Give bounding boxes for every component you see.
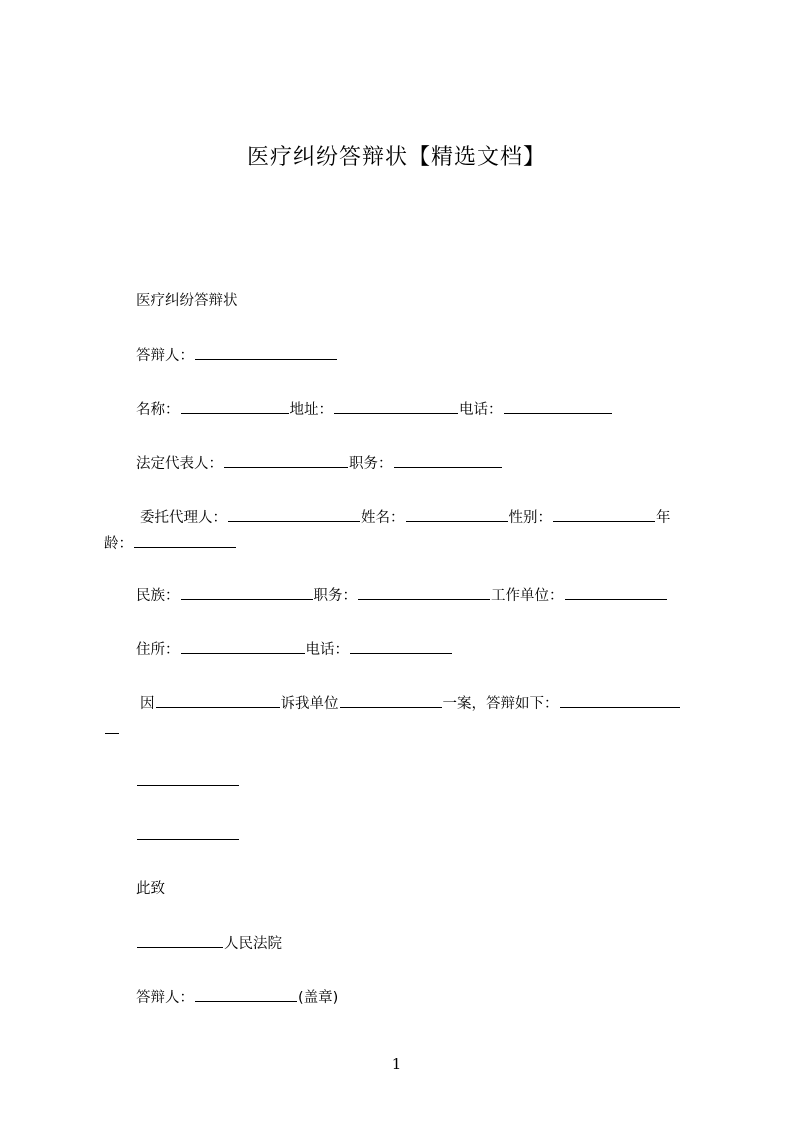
cause-blank-3-cont[interactable] <box>105 719 119 734</box>
respondent-label: 答辩人： <box>136 348 194 364</box>
address-label: 地址： <box>289 402 333 418</box>
gender-blank[interactable] <box>553 507 655 522</box>
ethnicity-line <box>136 585 668 605</box>
residence-blank[interactable] <box>181 639 305 654</box>
position-label-2: 职务： <box>313 588 357 604</box>
age-blank[interactable] <box>134 533 236 548</box>
cause-suffix: 一案，答辩如下： <box>442 696 559 712</box>
residence-label: 住所： <box>136 642 180 658</box>
cause-line <box>140 693 681 713</box>
heading: 医疗纠纷答辩状 <box>136 293 238 309</box>
signature-blank[interactable] <box>195 987 297 1002</box>
cause-blank-2[interactable] <box>340 693 442 708</box>
address-blank[interactable] <box>334 399 458 414</box>
document-title: 医疗纠纷答辩状【精选文档】 <box>246 145 546 170</box>
answer-line-1 <box>136 771 240 791</box>
position-blank[interactable] <box>394 453 502 468</box>
page-number: 1 <box>391 1055 402 1073</box>
cause-blank-3[interactable] <box>560 693 680 708</box>
full-name-blank[interactable] <box>406 507 508 522</box>
position-blank-2[interactable] <box>358 585 490 600</box>
age-label-part1: 年 <box>656 510 671 526</box>
cause-blank-1[interactable] <box>156 693 280 708</box>
answer-blank-2[interactable] <box>137 825 239 840</box>
answer-blank-1[interactable] <box>137 771 239 786</box>
agent-label: 委托代理人： <box>140 510 227 526</box>
closing: 此致 <box>136 881 165 897</box>
cause-prefix: 因 <box>140 696 155 712</box>
work-unit-label: 工作单位： <box>491 588 564 604</box>
gender-label: 性别： <box>508 510 552 526</box>
respondent-line <box>136 345 338 365</box>
work-unit-blank[interactable] <box>565 585 667 600</box>
legal-rep-blank[interactable] <box>224 453 348 468</box>
name-blank[interactable] <box>181 399 289 414</box>
legal-rep-line <box>136 453 503 473</box>
agent-blank[interactable] <box>228 507 360 522</box>
ethnicity-blank[interactable] <box>181 585 313 600</box>
agent-line <box>140 507 671 527</box>
age-line <box>104 533 237 553</box>
position-label: 职务： <box>349 456 393 472</box>
respondent-blank[interactable] <box>195 345 337 360</box>
name-label: 名称： <box>136 402 180 418</box>
name-line <box>136 399 613 419</box>
phone-blank[interactable] <box>504 399 612 414</box>
phone-label: 电话： <box>459 402 503 418</box>
full-name-label: 姓名： <box>361 510 405 526</box>
phone-label-2: 电话： <box>305 642 349 658</box>
cause-middle: 诉我单位 <box>280 696 339 712</box>
residence-line <box>136 639 453 659</box>
phone-blank-2[interactable] <box>350 639 452 654</box>
ethnicity-label: 民族： <box>136 588 180 604</box>
age-label-part2: 龄： <box>104 536 133 552</box>
answer-line-2 <box>136 825 240 845</box>
signature-label: 答辩人： <box>136 990 194 1006</box>
court-blank[interactable] <box>137 933 223 948</box>
court-suffix: 人民法院 <box>224 936 282 952</box>
seal-note: (盖章) <box>298 990 339 1006</box>
legal-rep-label: 法定代表人： <box>136 456 223 472</box>
signature-line <box>136 987 338 1007</box>
court-line <box>136 933 282 953</box>
cause-continuation <box>104 719 120 739</box>
